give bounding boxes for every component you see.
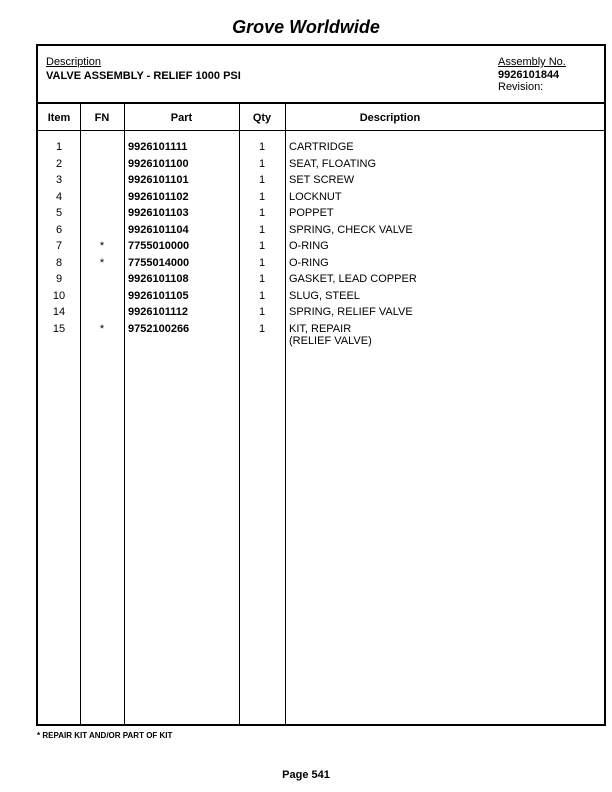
quantity: 1 <box>258 174 266 186</box>
page-number: Page 541 <box>282 769 330 781</box>
quantity: 1 <box>258 306 266 318</box>
item-number: 9 <box>55 273 63 285</box>
part-description: POPPET <box>289 207 334 219</box>
table-row <box>38 158 604 175</box>
part-number: 9926101102 <box>128 190 189 203</box>
part-description: SEAT, FLOATING <box>289 157 376 170</box>
quantity: 1 <box>258 240 266 252</box>
quantity: 1 <box>258 256 266 269</box>
part-description: LOCKNUT <box>289 190 342 203</box>
table-row <box>38 174 604 191</box>
table-row <box>38 240 604 257</box>
table-row <box>38 207 604 224</box>
part-number: 9926101104 <box>128 223 189 236</box>
quantity: 1 <box>258 207 266 219</box>
quantity: 1 <box>258 322 266 335</box>
column-header-part: Part <box>170 112 193 124</box>
item-number: 15 <box>52 322 66 335</box>
table-row <box>38 257 604 274</box>
part-number: 9752100266 <box>128 322 190 335</box>
column-header-item: Item <box>47 112 71 124</box>
footnote: * REPAIR KIT AND/OR PART OF KIT <box>37 731 173 740</box>
part-description: SET SCREW <box>289 174 355 186</box>
header-divider <box>38 102 604 104</box>
item-number: 14 <box>52 306 66 318</box>
quantity: 1 <box>258 157 266 170</box>
part-number: 7755010000 <box>128 240 190 252</box>
part-description: GASKET, LEAD COPPER <box>289 273 417 285</box>
part-number: 9926101105 <box>128 289 189 302</box>
table-row <box>38 290 604 307</box>
part-number: 9926101108 <box>128 273 189 285</box>
part-number: 9926101112 <box>128 306 188 318</box>
part-number: 9926101103 <box>128 207 189 219</box>
part-description: SPRING, CHECK VALVE <box>289 223 413 236</box>
item-number: 3 <box>55 174 63 186</box>
assembly-number: 9926101844 <box>498 69 560 81</box>
item-number: 4 <box>55 190 63 203</box>
quantity: 1 <box>258 223 266 236</box>
item-number: 6 <box>55 223 63 236</box>
part-description: O-RING <box>289 240 329 252</box>
description-label: Description <box>46 56 102 68</box>
part-description: CARTRIDGE <box>289 141 354 153</box>
quantity: 1 <box>258 141 266 153</box>
quantity: 1 <box>258 190 266 203</box>
column-header-qty: Qty <box>252 112 272 124</box>
revision-label: Revision: <box>498 81 544 93</box>
column-header-divider <box>38 130 604 131</box>
part-description: KIT, REPAIR (RELIEF VALVE) <box>289 322 372 347</box>
table-row <box>38 141 604 158</box>
parts-list <box>38 141 604 347</box>
column-header-fn: FN <box>94 112 110 124</box>
table-row <box>38 306 604 323</box>
part-number: 9926101111 <box>128 141 188 153</box>
assembly-description: VALVE ASSEMBLY - RELIEF 1000 PSI <box>46 70 241 82</box>
item-number: 7 <box>55 240 63 252</box>
part-description: O-RING <box>289 256 329 269</box>
page-title: Grove Worldwide <box>232 17 380 37</box>
item-number: 8 <box>55 256 63 269</box>
table-row <box>38 224 604 241</box>
table-row <box>38 322 604 347</box>
parts-table-frame <box>36 44 606 726</box>
fn-marker: * <box>99 322 105 335</box>
part-number: 9926101101 <box>128 174 189 186</box>
table-row <box>38 191 604 208</box>
fn-marker: * <box>99 256 105 269</box>
item-number: 2 <box>55 157 63 170</box>
assembly-info <box>498 56 566 93</box>
quantity: 1 <box>258 289 266 302</box>
item-number: 1 <box>55 141 63 153</box>
item-number: 10 <box>52 289 66 302</box>
column-header-description: Description <box>359 112 421 124</box>
fn-marker: * <box>99 240 105 252</box>
part-description: SLUG, STEEL <box>289 289 360 302</box>
part-description: SPRING, RELIEF VALVE <box>289 306 413 318</box>
part-number: 7755014000 <box>128 256 190 269</box>
table-row <box>38 273 604 290</box>
assembly-number-label: Assembly No. <box>498 56 566 68</box>
quantity: 1 <box>258 273 266 285</box>
item-number: 5 <box>55 207 63 219</box>
part-number: 9926101100 <box>128 157 189 170</box>
